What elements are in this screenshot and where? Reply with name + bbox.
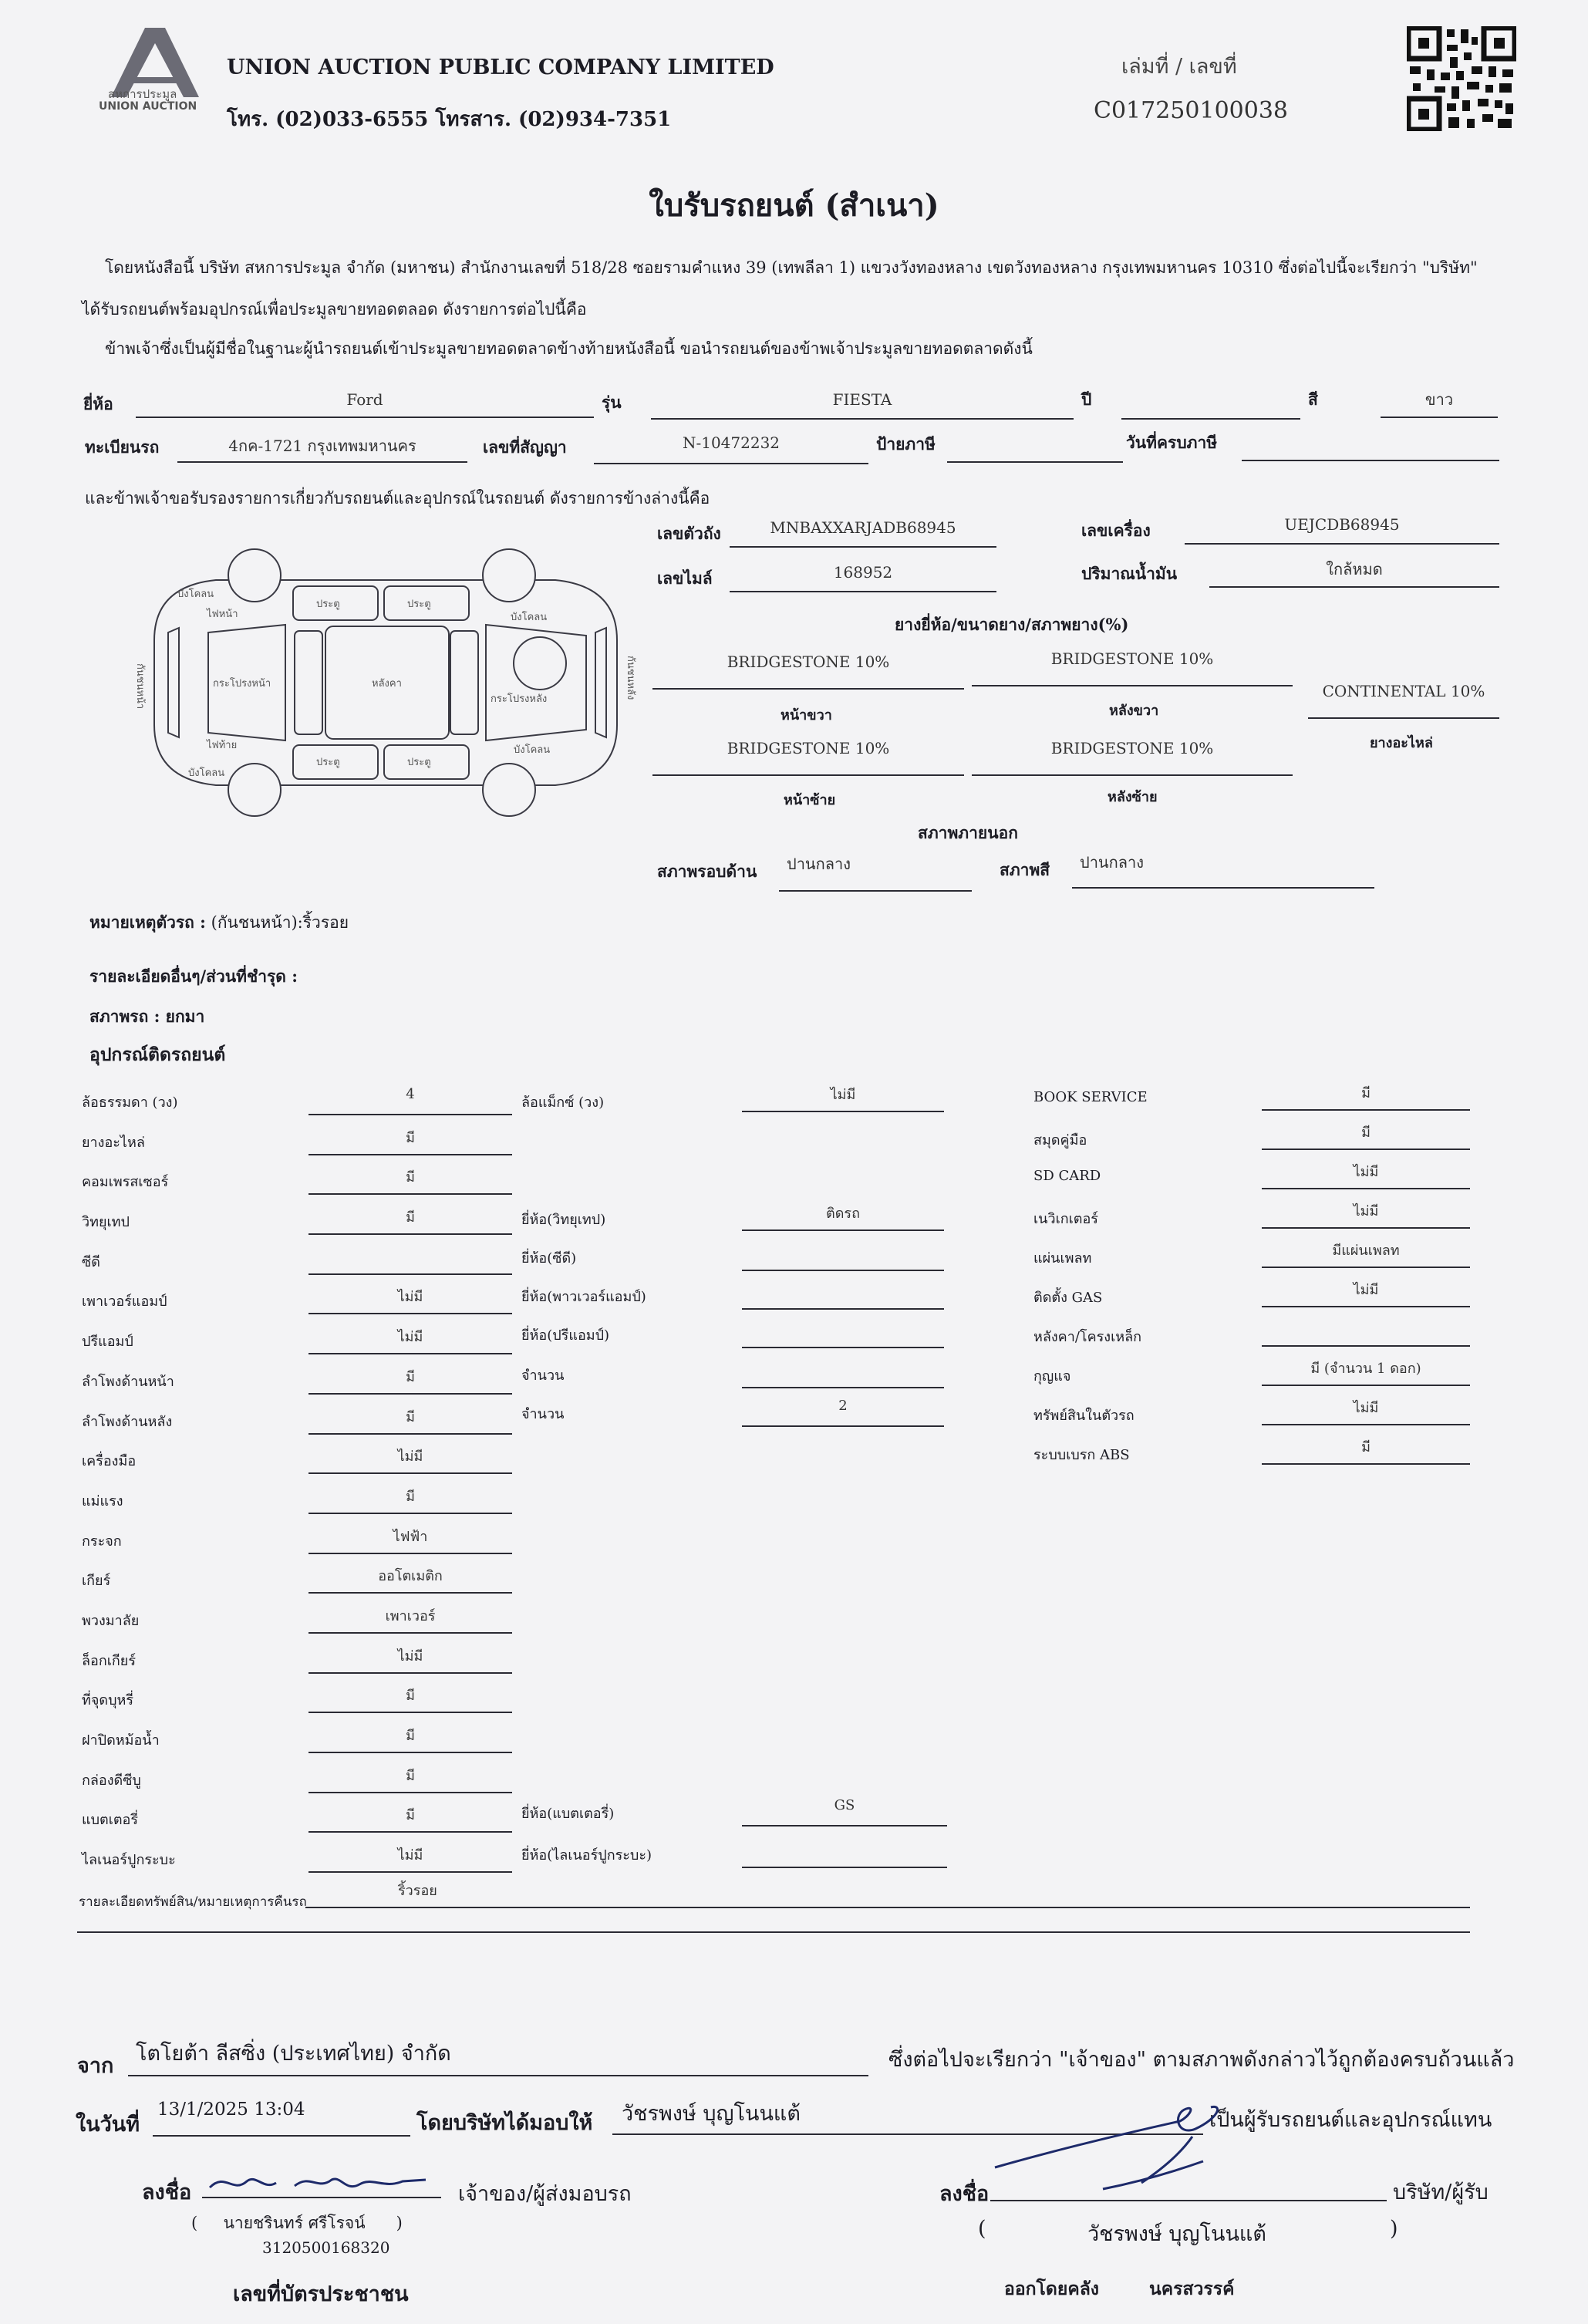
equip2-value-6: 2 <box>742 1398 944 1427</box>
equip2-value-4 <box>742 1319 944 1348</box>
owner-name-line: ( นายชรินทร์ ศรีโรจน์ ) <box>191 2214 403 2232</box>
diagram-label-front-bumper: กันชนหน้า <box>134 663 146 710</box>
tire-rear-left-label: หลังซ้าย <box>1108 789 1158 805</box>
tire-front-left: BRIDGESTONE 10% <box>652 739 964 776</box>
diagram-label-roof: หลังคา <box>372 678 402 690</box>
equipment-row: ยางอะไหล่ มี <box>82 1123 514 1163</box>
book-no: C017250100038 <box>1094 97 1288 124</box>
equipment-row: หลังคา/โครงเหล็ก <box>1033 1317 1473 1357</box>
diagram-label-fender-rl: บังโคลน <box>511 612 548 623</box>
equipment-row: กุญแจ มี (จำนวน 1 ดอก) <box>1033 1357 1473 1396</box>
diagram-label-hood: กระโปรงหน้า <box>213 678 271 690</box>
from-value: โตโยต้า ลีสซิ่ง (ประเทศไทย) จำกัด <box>128 2036 868 2076</box>
equipment-row: คอมเพรสเซอร์ มี <box>82 1162 514 1202</box>
diagram-label-fender-rr: บังโคลน <box>514 744 551 756</box>
equipment-row: ไลเนอร์ปูกระบะ ไม่มี <box>82 1840 514 1880</box>
mileage-label: เลขไมล์ <box>657 568 713 588</box>
car-condition: สภาพรถ : ยกมา <box>89 1007 205 1026</box>
tire-rear-left: BRIDGESTONE 10% <box>972 739 1293 776</box>
diagram-label-door-fl: ประตู <box>316 599 340 610</box>
company-name: UNION AUCTION PUBLIC COMPANY LIMITED <box>227 56 774 79</box>
plate-value: 4กค-1721 กรุงเทพมหานคร <box>177 433 467 463</box>
intro-line-3: ข้าพเจ้าซึ่งเป็นผู้มีชื่อในฐานะผู้นำรถยนต์เข้าประมูลขายทอดตลาดข้างท้ายหนังสือนี้ ขอนำรถยนต์ของข้าพเจ้าประมูลขายทอดตลาดดังนี้ <box>105 339 1033 358</box>
equipment-row: SD CARD ไม่มี <box>1033 1160 1473 1199</box>
diagram-label-door-fr: ประตู <box>316 757 340 768</box>
diagram-label-door-rl: ประตู <box>407 599 431 610</box>
qr-code <box>1407 26 1516 131</box>
year-label: ปี <box>1081 390 1092 409</box>
color-label: สี <box>1308 390 1318 409</box>
owner-sign-role: เจ้าของ/ผู้ส่งมอบรถ <box>458 2182 632 2206</box>
owner-signature <box>202 2167 441 2198</box>
chassis-label: เลขตัวถัง <box>657 524 721 543</box>
document-title: ใบรับรถยนต์ (สำเนา) <box>649 187 939 224</box>
tire-front-right: BRIDGESTONE 10% <box>652 653 964 690</box>
equipment-row: เนวิเกเตอร์ ไม่มี <box>1033 1199 1473 1239</box>
equip2-value-5 <box>742 1359 944 1388</box>
equip2-label-5: จำนวน <box>521 1368 565 1384</box>
date-label: ในวันที่ <box>76 2113 140 2137</box>
remark-label: หมายเหตุตัวรถ : <box>89 912 206 932</box>
logo-thai-text: สหการประมูล <box>108 87 177 101</box>
tire-rear-right-label: หลังขวา <box>1109 703 1159 719</box>
chassis-value: MNBAXXARJADB68945 <box>730 518 996 548</box>
body-condition-value: ปานกลาง <box>779 852 972 892</box>
plate-label: ทะเบียนรถ <box>85 437 160 457</box>
car-damage-diagram <box>123 540 648 825</box>
equipment-row: ติดตั้ง GAS ไม่มี <box>1033 1278 1473 1317</box>
equip2-label-4: ยี่ห้อ(ปรีแอมป์) <box>521 1327 610 1344</box>
assign-label: โดยบริษัทได้มอบให้ <box>416 2111 593 2135</box>
tire-spare: CONTINENTAL 10% <box>1308 682 1499 719</box>
issued-by-label: ออกโดยคลัง <box>1004 2278 1100 2299</box>
equipment-row: เครื่องมือ ไม่มี <box>82 1442 514 1482</box>
equipment-col-3 <box>1033 1081 1473 1475</box>
owner-signature-line <box>202 2167 441 2198</box>
equip2-value-3 <box>742 1280 944 1310</box>
paint-condition-label: สภาพสี <box>1000 860 1050 879</box>
company-name-line: ( วัชรพงษ์ บุญโนนแต้ ) <box>978 2217 1418 2241</box>
exterior-heading: สภาพภายนอก <box>918 823 1018 842</box>
property-note-value: ริ้วรอย <box>305 1879 1470 1908</box>
diagram-label-trunk: กระโปรงหลัง <box>491 693 548 705</box>
equipment-row: ทรัพย์สินในตัวรถ ไม่มี <box>1033 1396 1473 1435</box>
company-sign-label: ลงชื่อ <box>939 2182 990 2206</box>
company-name: วัชรพงษ์ บุญโนนแต้ <box>1087 2222 1266 2246</box>
equipment-row: ซีดี <box>82 1243 514 1283</box>
tax-due-label: วันที่ครบภาษี <box>1126 433 1218 452</box>
assignee-value: วัชรพงษ์ บุญโนนแต้ <box>612 2096 1203 2135</box>
equipment-row: แผ่นเพลท มีแผ่นเพลท <box>1033 1239 1473 1278</box>
equip2-label-2: ยี่ห้อ(ซีดี) <box>521 1250 577 1267</box>
company-signature <box>987 2090 1265 2198</box>
equip2-label-0: ล้อแม็กซ์ (วง) <box>521 1095 605 1111</box>
mileage-value: 168952 <box>730 563 996 592</box>
property-note-label: รายละเอียดทรัพย์สิน/หมายเหตุการคืนรถ <box>79 1894 307 1910</box>
paint-condition-value: ปานกลาง <box>1072 850 1374 889</box>
contract-value: N-10472232 <box>594 433 868 464</box>
equip2-value-1: ติดรถ <box>742 1202 944 1231</box>
equip2-label-8: ยี่ห้อ(ไลเนอร์ปูกระบะ) <box>521 1847 652 1864</box>
issued-by-value: นครสวรรค์ <box>1149 2278 1235 2299</box>
equip2-label-7: ยี่ห้อ(แบตเตอรี่) <box>521 1806 615 1822</box>
intro-line-1: โดยหนังสือนี้ บริษัท สหการประมูล จำกัด (มหาชน) สำนักงานเลขที่ 518/28 ซอยรามคำแหง 39 (เทพลีลา 1) แขวงวังทองหลาง เขตวังทองหลาง กรุงเทพมหานคร 10310 ซึ่งต่อไปนี้จะเรียกว่า "บริษัท" <box>105 258 1478 277</box>
tax-tag-label: ป้ายภาษี <box>876 434 936 454</box>
book-no-label: เล่มที่ / เลขที่ <box>1121 55 1237 79</box>
diagram-label-door-rr: ประตู <box>407 757 431 768</box>
equip2-value-8 <box>742 1839 947 1868</box>
tires-heading: ยางยี่ห้อ/ขนาดยาง/สภาพยาง(%) <box>895 615 1129 634</box>
remark-value: (กันชนหน้า):ริ้วรอย <box>211 913 349 932</box>
equipment-row: เพาเวอร์แอมป์ ไม่มี <box>82 1282 514 1322</box>
diagram-label-taillight: ไฟท้าย <box>207 740 238 751</box>
equipment-row: ที่จุดบุหรี่ มี <box>82 1681 514 1721</box>
receiver-text: เป็นผู้รับรถยนต์และอุปกรณ์แทน <box>1209 2108 1492 2132</box>
equipment-row: แบตเตอรี่ มี <box>82 1800 514 1840</box>
owner-name: นายชรินทร์ ศรีโรจน์ <box>223 2214 366 2232</box>
tax-tag-value <box>947 433 1123 463</box>
date-value: 13/1/2025 13:04 <box>153 2100 410 2137</box>
tire-front-left-label: หน้าซ้าย <box>784 792 836 808</box>
model-label: รุ่น <box>602 393 622 412</box>
equipment-row: กระจก ไฟฟ้า <box>82 1522 514 1562</box>
equipment-row: ลำโพงด้านหลัง มี <box>82 1402 514 1442</box>
equipment-row: ล้อธรรมดา (วง) 4 <box>82 1083 514 1123</box>
equip2-value-7: GS <box>742 1797 947 1826</box>
equipment-row: เกียร์ ออโตเมติก <box>82 1561 514 1601</box>
diagram-label-fender-fr: บังโคลน <box>188 767 225 779</box>
diagram-label-headlight-l: ไฟหน้า <box>207 609 238 620</box>
equip2-value-2 <box>742 1242 944 1271</box>
company-contact: โทร. (02)033-6555 โทรสาร. (02)934-7351 <box>227 108 672 131</box>
tire-front-right-label: หน้าขวา <box>781 707 832 724</box>
owner-id: 3120500168320 <box>262 2238 390 2257</box>
equipment-row: กล่องดีซีบู มี <box>82 1761 514 1801</box>
equipment-row: BOOK SERVICE มี <box>1033 1081 1473 1121</box>
from-label: จาก <box>77 2054 114 2078</box>
equipment-heading: อุปกรณ์ติดรถยนต์ <box>89 1044 226 1065</box>
engine-value: UEJCDB68945 <box>1185 515 1499 545</box>
diagram-label-fender-fl: บังโคลน <box>177 589 214 600</box>
tire-spare-label: ยางอะไหล่ <box>1370 735 1433 751</box>
certify-text: และข้าพเจ้าขอรับรองรายการเกี่ยวกับรถยนต์และอุปกรณ์ในรถยนต์ ดังรายการข้างล่างนี้คือ <box>85 489 710 508</box>
equipment-row: แม่แรง มี <box>82 1482 514 1522</box>
equipment-row: ฝาปิดหม้อน้ำ มี <box>82 1721 514 1761</box>
owner-text: ซึ่งต่อไปจะเรียกว่า "เจ้าของ" ตามสภาพดังกล่าวไว้ถูกต้องครบถ้วนแล้ว <box>888 2048 1515 2072</box>
equipment-row: สมุดคู่มือ มี <box>1033 1121 1473 1160</box>
engine-label: เลขเครื่อง <box>1081 521 1151 540</box>
brand-value: Ford <box>136 390 594 418</box>
equip2-label-6: จำนวน <box>521 1406 565 1422</box>
fuel-value: ใกล้หมด <box>1209 557 1499 588</box>
equip2-label-3: ยี่ห้อ(พาวเวอร์แอมป์) <box>521 1289 646 1305</box>
color-value: ขาว <box>1381 387 1498 418</box>
equip2-value-0: ไม่มี <box>742 1083 944 1112</box>
company-sign-role: บริษัท/ผู้รับ <box>1393 2181 1489 2204</box>
equipment-row: ล็อกเกียร์ ไม่มี <box>82 1641 514 1681</box>
equipment-row: วิทยุเทป มี <box>82 1202 514 1243</box>
contract-label: เลขที่สัญญา <box>483 437 567 457</box>
id-label: เลขที่บัตรประชาชน <box>233 2282 409 2306</box>
equipment-row: พวงมาลัย เพาเวอร์ <box>82 1601 514 1641</box>
equipment-col-1 <box>82 1083 514 1880</box>
fuel-label: ปริมาณน้ำมัน <box>1081 564 1178 583</box>
equipment-row: ปรีแอมป์ ไม่มี <box>82 1322 514 1362</box>
divider-line <box>77 1931 1470 1933</box>
owner-sign-label: ลงชื่อ <box>142 2181 192 2204</box>
intro-line-2: ได้รับรถยนต์พร้อมอุปกรณ์เพื่อประมูลขายทอดตลอด ดังรายการต่อไปนี้คือ <box>82 300 587 319</box>
year-value <box>1121 390 1300 420</box>
damage-label: รายละเอียดอื่นๆ/ส่วนที่ชำรุด : <box>89 966 298 986</box>
tire-rear-right: BRIDGESTONE 10% <box>972 649 1293 686</box>
equip2-label-1: ยี่ห้อ(วิทยุเทป) <box>521 1212 606 1228</box>
model-value: FIESTA <box>651 390 1074 420</box>
equipment-row: ระบบเบรก ABS มี <box>1033 1435 1473 1475</box>
logo-en-text: UNION AUCTION <box>99 100 197 113</box>
diagram-label-rear-bumper: กันชนหลัง <box>625 656 636 700</box>
equipment-row: ลำโพงด้านหน้า มี <box>82 1362 514 1402</box>
body-condition-label: สภาพรอบด้าน <box>657 862 757 881</box>
tax-due-value <box>1242 432 1499 461</box>
remark-line <box>89 910 349 936</box>
brand-label: ยี่ห้อ <box>83 394 113 413</box>
